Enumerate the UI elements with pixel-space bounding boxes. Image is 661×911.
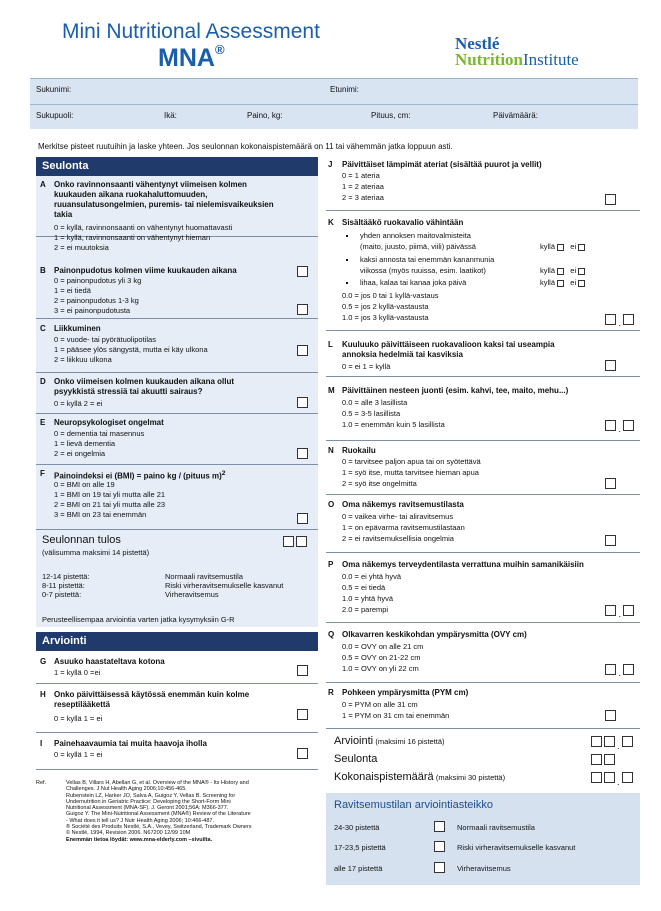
superscript: 2	[221, 470, 226, 477]
option: 1 = BMI on 19 tai yli mutta alle 21	[54, 490, 166, 499]
question-i	[36, 736, 318, 770]
option: 1 = on epävarma ravitsemustilastaan	[342, 523, 465, 532]
option: 0.0 = ei yhtä hyvä	[342, 572, 401, 581]
nestle-logo-bottom	[455, 50, 579, 70]
ref-line: Undernutrition in Geriatric Practice: Developing the Short-Form Mini	[66, 798, 231, 805]
logo-nutrition: Nutrition	[455, 50, 523, 69]
option: 2 = 3 ateriaa	[342, 193, 384, 202]
k-item-line: lihaa, kalaa tai kanaa joka päivä	[360, 278, 467, 287]
grand-total-title: Kokonaispistemäärä	[334, 771, 434, 783]
option: 0 = dementia tai masennus	[54, 429, 145, 438]
question-letter: E	[40, 418, 46, 427]
mna-title	[158, 44, 225, 73]
question-letter: F	[40, 469, 45, 478]
question-n	[326, 443, 640, 495]
option: 2.0 = parempi	[342, 605, 389, 614]
score-box-k-1[interactable]	[605, 314, 616, 325]
question-e	[36, 415, 318, 465]
assessment-total-box-1[interactable]	[591, 736, 602, 747]
option: 0 = kyllä 1 = ei	[54, 714, 103, 723]
option: 3 = BMI on 23 tai enemmän	[54, 510, 147, 519]
question-text: Oma näkemys ravitsemustilasta	[342, 500, 464, 509]
mna-text: MNA	[158, 44, 215, 72]
scale-checkbox-malnutrition[interactable]	[434, 862, 445, 873]
option: 0.5 = 3-5 lasillista	[342, 409, 401, 418]
grand-total-box-2[interactable]	[604, 772, 615, 783]
question-text: Pohkeen ympärysmitta (PYM cm)	[342, 688, 469, 697]
no-label: ei	[570, 242, 577, 251]
question-text	[54, 180, 274, 220]
option: 0 = kyllä 2 = ei	[54, 399, 103, 408]
score-box-e[interactable]	[297, 448, 308, 459]
ref-line: Guigoz Y. The Mini-Nutritional Assessment (MNA®) Review of the Literature	[66, 811, 251, 818]
score-box-q-2[interactable]	[623, 664, 634, 675]
right-column	[326, 157, 640, 892]
question-letter: M	[328, 386, 335, 395]
weight-field[interactable]: Paino, kg:	[247, 111, 283, 120]
score-box-p-1[interactable]	[605, 605, 616, 616]
range-points: 8-11 pistettä:	[42, 581, 85, 590]
option: 0 = PYM on alle 31 cm	[342, 700, 418, 709]
yes-checkbox[interactable]	[557, 244, 564, 251]
ref-line: Rubenstein LZ, Harker JO, Salva A, Guigoz Y, Vellas B. Screening for	[66, 792, 236, 799]
score-box-i[interactable]	[297, 748, 308, 759]
range-points: 12-14 pistettä:	[42, 572, 90, 581]
question-letter: N	[328, 446, 334, 455]
gender-field[interactable]: Sukupuoli:	[36, 111, 74, 120]
bullet	[346, 259, 348, 261]
question-k	[326, 215, 640, 331]
scale-points: 17-23,5 pistettä	[334, 843, 386, 852]
score-box-j[interactable]	[605, 194, 616, 205]
question-letter: D	[40, 377, 46, 386]
k-score: 0.5 = jos 2 kyllä-vastausta	[342, 302, 429, 311]
screening-total-box-1[interactable]	[283, 536, 294, 547]
k-item-line: viikossa (myös ruuissa, esim. laatikot)	[360, 266, 486, 275]
yes-checkbox[interactable]	[557, 280, 564, 287]
option: 2 = liikkuu ulkona	[54, 355, 112, 364]
score-box-l[interactable]	[605, 360, 616, 371]
score-box-d[interactable]	[297, 397, 308, 408]
k-item-line: kaksi annosta tai enemmän kananmunia	[360, 255, 495, 264]
ref-line: Vellas B, Villars H, Abellan G, et al. Overview of the MNA® - Its History and	[66, 780, 249, 786]
screening-result-title: Seulonnan tulos	[42, 534, 121, 546]
score-box-h[interactable]	[297, 709, 308, 720]
question-text	[54, 377, 234, 397]
question-letter: L	[328, 340, 333, 349]
score-box-r[interactable]	[605, 710, 616, 721]
no-checkbox[interactable]	[578, 280, 585, 287]
registered-mark: ®	[214, 42, 225, 57]
option: 1 = lievä dementia	[54, 439, 116, 448]
instructions: Merkitse pisteet ruutuihin ja laske yhteen. Jos seulonnan kokonaispistemäärä on 11 tai vähemmän jatka loppuun asti.	[38, 142, 453, 151]
decimal-separator: .	[617, 741, 620, 751]
option: 1.0 = OVY on yli 22 cm	[342, 664, 419, 673]
k-item-line: yhden annoksen maitovalmisteita	[360, 231, 471, 240]
question-text: Päivittäinen nesteen juonti (esim. kahvi, tee, maito, mehu...)	[342, 386, 569, 395]
question-text: Oma näkemys terveydentilasta verrattuna muihin samanikäisiin	[342, 560, 584, 569]
option: 0.0 = OVY on alle 21 cm	[342, 642, 424, 651]
option: 0 = kyllä 1 = ei	[54, 750, 103, 759]
question-text: Päivittäiset lämpimät ateriat (sisältää puurot ja vellit)	[342, 160, 542, 169]
question-p	[326, 557, 640, 623]
yes-label: kyllä	[540, 242, 556, 251]
scale-checkbox-normal[interactable]	[434, 821, 445, 832]
assessment-scale-panel	[326, 793, 640, 885]
question-a	[36, 177, 318, 252]
scale-label: Riski virheravitsemukselle kasvanut	[457, 843, 576, 852]
question-letter: J	[328, 160, 333, 169]
question-j	[326, 157, 640, 211]
option: 2 = ei ongelmia	[54, 449, 106, 458]
height-field[interactable]: Pituus, cm:	[371, 111, 411, 120]
patient-info	[30, 78, 638, 129]
range-points: 0-7 pistettä:	[42, 590, 82, 599]
option: 1 = kyllä 0 =ei	[54, 668, 101, 677]
assessment-total-title: Arviointi	[334, 735, 374, 747]
option: 3 = ei painonpudotusta	[54, 306, 131, 315]
ref-line: ® Société des Produits Nestlé, S.A., Vevey, Switzerland, Trademark Owners	[66, 824, 252, 831]
screening-sum-box-2[interactable]	[604, 754, 615, 765]
question-q	[326, 627, 640, 683]
grand-total-label	[334, 771, 505, 783]
option: 0 = tarvitsee paljon apua tai on syötettävä	[342, 457, 481, 466]
score-box-q-1[interactable]	[605, 664, 616, 675]
question-text: Sisältääkö ruokavalio vähintään	[342, 218, 464, 227]
option: 0 = ei 1 = kyllä	[342, 362, 391, 371]
question-letter: P	[328, 560, 334, 569]
assessment-total-box-2[interactable]	[604, 736, 615, 747]
scale-checkbox-risk[interactable]	[434, 841, 445, 852]
bullet	[346, 282, 348, 284]
score-box-m-2[interactable]	[623, 420, 634, 431]
k-yes-no	[540, 278, 585, 288]
assessment-total-sub: (maksimi 16 pistettä)	[375, 737, 445, 746]
question-letter: O	[328, 500, 335, 509]
assessment-panel	[36, 632, 318, 772]
decimal-separator: .	[618, 668, 621, 678]
question-line: kuukauden aikana ruokahaluttomuuden,	[54, 190, 208, 199]
question-l	[326, 337, 640, 377]
question-line: annoksia hedelmiä tai kasviksia	[342, 350, 463, 359]
k-yes-no	[540, 266, 585, 276]
option: 1 = ei tiedä	[54, 286, 91, 295]
score-box-k-2[interactable]	[623, 314, 634, 325]
ref-line: © Nestlé, 1994, Revision 2006. N67200 12/99 10M	[66, 830, 191, 837]
score-box-m-1[interactable]	[605, 420, 616, 431]
option: 1.0 = enemmän kuin 5 lasillista	[342, 420, 445, 429]
range-label: Riski virheravitsemukselle kasvanut	[165, 581, 284, 590]
question-h	[36, 687, 318, 733]
question-line: Kuuluuko päivittäiseen ruokavalioon kaksi tai useampia	[342, 340, 555, 349]
k-yes-no	[540, 242, 585, 252]
question-text: Painehaavaumia tai muita haavoja iholla	[54, 739, 207, 748]
option: 2 = ei ravitsemuksellisia ongelmia	[342, 534, 454, 543]
question-letter: H	[40, 690, 46, 699]
question-d	[36, 374, 318, 414]
references	[66, 780, 252, 843]
option: 1 = syö itse, mutta tarvitsee hieman apua	[342, 468, 479, 477]
question-text: Painonpudotus kolmen viime kuukauden aikana	[54, 266, 237, 275]
question-f	[36, 466, 318, 530]
ref-line: Nutritional Assessment (MNA-SF). J. Geront 2001;56A: M366-377.	[66, 805, 229, 812]
option: 0 = BMI on alle 19	[54, 480, 115, 489]
question-text: Liikkuminen	[54, 324, 101, 333]
question-m	[326, 383, 640, 441]
option: 1 = PYM on 31 cm tai enemmän	[342, 711, 450, 720]
scale-points: alle 17 pistettä	[334, 864, 383, 873]
screening-total-label: Seulonta	[334, 753, 378, 765]
question-line: Painoindeksi ei (BMI) = paino kg / (pituus m)	[54, 471, 222, 481]
question-letter: C	[40, 324, 46, 333]
question-line: Onko ravinnonsaanti vähentynyt viimeisen kolmen	[54, 180, 247, 189]
yes-checkbox[interactable]	[557, 268, 564, 275]
question-letter: G	[40, 657, 47, 666]
option: 2 = ei muutoksia	[54, 243, 109, 252]
option: 1 = pääsee ylös sängystä, mutta ei käy ulkona	[54, 345, 208, 354]
logo-institute: Institute	[523, 50, 579, 69]
question-o	[326, 497, 640, 553]
scale-label: Virheravitsemus	[457, 864, 511, 873]
decimal-separator: .	[617, 777, 620, 787]
screening-total-box-2[interactable]	[296, 536, 307, 547]
k-score: 0.0 = jos 0 tai 1 kyllä-vastaus	[342, 291, 439, 300]
score-box-p-2[interactable]	[623, 605, 634, 616]
question-line: psyykkistä stressiä tai akuutti sairaus?	[54, 387, 203, 396]
option: 2 = BMI on 21 tai yli mutta alle 23	[54, 500, 166, 509]
score-box-f[interactable]	[297, 513, 308, 524]
yes-label: kyllä	[540, 278, 556, 287]
question-r	[326, 685, 640, 729]
score-box-b[interactable]	[297, 304, 308, 315]
score-box-g[interactable]	[297, 665, 308, 676]
grand-total-box-3[interactable]	[622, 772, 633, 783]
question-line: Onko viimeisen kolmen kuukauden aikana ollut	[54, 377, 235, 386]
option: 1.0 = yhtä hyvä	[342, 594, 394, 603]
firstname-field[interactable]: Etunimi:	[330, 85, 359, 94]
assessment-header: Arviointi	[36, 632, 318, 651]
k-score: 1.0 = jos 3 kyllä-vastausta	[342, 313, 429, 322]
decimal-separator: .	[618, 318, 621, 328]
question-text	[342, 340, 555, 360]
no-checkbox[interactable]	[578, 244, 585, 251]
option: 2 = syö itse ongelmitta	[342, 479, 417, 488]
screening-range-labels	[165, 572, 283, 599]
option: 1 = 2 ateriaa	[342, 182, 384, 191]
age-field[interactable]: Ikä:	[164, 111, 177, 120]
more-info-link[interactable]: Enemmän tietoa löydät: www.mna-elderly.com –sivuilta.	[66, 836, 213, 843]
decimal-separator: .	[618, 424, 621, 434]
question-text	[54, 690, 249, 710]
patient-divider	[30, 104, 638, 105]
ref-line: - What does it tell us? J Nutr Health Aging 2006; 10:466-487.	[66, 817, 214, 824]
option: 0 = 1 ateria	[342, 171, 380, 180]
question-letter: I	[40, 739, 43, 748]
bullet	[346, 235, 348, 237]
continue-note: Perusteellisempaa arviointia varten jatka kysymyksiin G-R	[42, 615, 235, 624]
question-b	[36, 263, 318, 319]
question-line: Onko päivittäisessä käytössä enemmän kuin kolme	[54, 690, 250, 699]
screening-sum-box-1[interactable]	[591, 754, 602, 765]
screening-header: Seulonta	[36, 157, 318, 176]
question-line: ruuansulatusongelmien, puremis- tai nielemisvaikeuksien	[54, 200, 274, 209]
yes-label: kyllä	[540, 266, 556, 275]
assessment-total-box-3[interactable]	[622, 736, 633, 747]
no-checkbox[interactable]	[578, 268, 585, 275]
nestle-logo-top: Nestlé	[455, 34, 500, 53]
screening-ranges	[42, 572, 90, 599]
decimal-separator: .	[618, 609, 621, 619]
grand-total-sub: (maksimi 30 pistettä)	[435, 773, 506, 782]
ref-line: Challenges. J Nut Health Aging 2006;10:456-465.	[66, 786, 187, 793]
screening-result-sub: (välisumma maksimi 14 pistettä)	[42, 548, 150, 557]
question-letter: R	[328, 688, 334, 697]
option: 2 = painonpudotus 1-3 kg	[54, 296, 139, 305]
question-letter: A	[40, 180, 46, 189]
score-box-o[interactable]	[605, 535, 616, 546]
question-c	[36, 321, 318, 373]
question-text: Olkavarren keskikohdan ympärysmitta (OVY cm)	[342, 630, 527, 639]
question-letter: B	[40, 266, 46, 275]
question-g	[36, 654, 318, 684]
ref-label: Ref.	[36, 780, 47, 786]
form-title: Mini Nutritional Assessment	[62, 20, 320, 43]
option: 0 = painonpudotus yli 3 kg	[54, 276, 142, 285]
range-label: Virheravitsemus	[165, 590, 219, 599]
option: 1 = kyllä, ravinnonsaanti on vähentynyt hieman	[54, 233, 211, 242]
grand-total-box-1[interactable]	[591, 772, 602, 783]
scale-points: 24-30 pistettä	[334, 823, 380, 832]
option: 0.5 = OVY on 21-22 cm	[342, 653, 421, 662]
option: 0.5 = ei tiedä	[342, 583, 386, 592]
screening-panel	[36, 157, 318, 627]
question-letter: Q	[328, 630, 335, 639]
surname-field[interactable]: Sukunimi:	[36, 85, 72, 94]
k-item-line: (maito, juusto, piimä, viili) päivässä	[360, 242, 476, 251]
date-field[interactable]: Päivämäärä:	[493, 111, 538, 120]
assessment-total-label	[334, 735, 445, 747]
range-label: Normaali ravitsemustila	[165, 572, 243, 581]
score-box-n[interactable]	[605, 478, 616, 489]
question-text: Ruokailu	[342, 446, 376, 455]
no-label: ei	[570, 278, 577, 287]
option: 0 = vaikea virhe- tai aliravitsemus	[342, 512, 454, 521]
question-line: takia	[54, 210, 73, 219]
scale-label: Normaali ravitsemustila	[457, 823, 535, 832]
question-text: Asuuko haastateltava kotona	[54, 657, 165, 666]
option: 0.0 = alle 3 lasillista	[342, 398, 408, 407]
score-box-c[interactable]	[297, 345, 308, 356]
option: 0 = vuode- tai pyörätuolipotilas	[54, 335, 156, 344]
question-text: Neuropsykologiset ongelmat	[54, 418, 164, 427]
option: 0 = kyllä, ravinnonsaanti on vähentynyt huomattavasti	[54, 223, 233, 232]
question-line: reseptilääkettä	[54, 700, 111, 709]
no-label: ei	[570, 266, 577, 275]
question-letter: K	[328, 218, 334, 227]
scale-title: Ravitsemustilan arviointiasteikko	[334, 799, 493, 811]
